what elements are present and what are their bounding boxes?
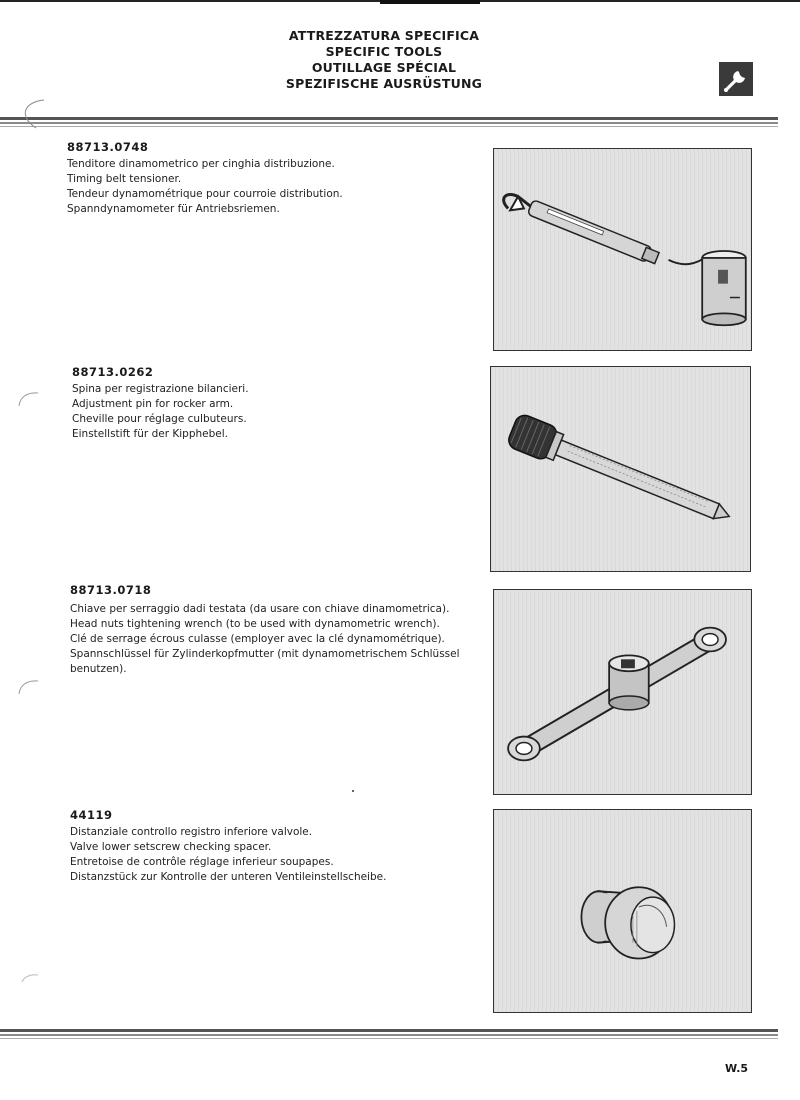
top-border-tab — [380, 0, 480, 4]
description-line: Spanndynamometer für Antriebsriemen. — [67, 203, 280, 215]
description-line: Cheville pour réglage culbuteurs. — [72, 413, 247, 425]
wrench-icon — [719, 62, 753, 96]
tool-description — [67, 157, 343, 217]
title-line-fr: OUTILLAGE SPÉCIAL — [311, 60, 457, 75]
description-line: Distanzstück zur Kontrolle der unteren Ventileinstellscheibe. — [70, 871, 387, 883]
title-line-de: SPEZIFISCHE AUSRÜSTUNG — [285, 76, 483, 91]
description-line: Valve lower setscrew checking spacer. — [70, 841, 272, 853]
footer-divider — [0, 1029, 778, 1039]
description-line: Chiave per serraggio dadi testata (da usare con chiave dinamometrica). — [70, 603, 450, 615]
description-line: Distanziale controllo registro inferiore valvole. — [70, 826, 313, 838]
tool-description — [70, 825, 386, 885]
description-line: Spannschlüssel für Zylinderkopfmutter (mit dynamometrischem Schlüssel benutzen). — [70, 648, 460, 675]
head-nut-wrench-illustration — [493, 589, 752, 795]
checking-spacer-illustration — [493, 809, 752, 1013]
description-line: Clé de serrage écrous culasse (employer avec la clé dynamométrique). — [70, 633, 445, 645]
description-line: Timing belt tensioner. — [67, 173, 182, 185]
page-corner-mark — [14, 98, 50, 132]
binder-mark — [16, 390, 40, 410]
binder-mark — [18, 972, 40, 986]
title-line-en: SPECIFIC TOOLS — [325, 44, 443, 59]
description-line: Spina per registrazione bilancieri. — [72, 383, 249, 395]
tool-code: 44119 — [70, 808, 113, 822]
print-speck — [352, 790, 354, 792]
description-line: Tenditore dinamometrico per cinghia distribuzione. — [67, 158, 335, 170]
page-number: W.5 — [725, 1062, 749, 1075]
title-line-it: ATTREZZATURA SPECIFICA — [288, 28, 480, 43]
header-divider — [0, 117, 778, 127]
tool-description — [70, 602, 472, 677]
tool-code: 88713.0718 — [70, 583, 152, 597]
tool-description — [72, 382, 249, 442]
adjustment-pin-illustration — [490, 366, 751, 572]
timing-belt-tensioner-illustration — [493, 148, 752, 351]
description-line: Head nuts tightening wrench (to be used with dynamometric wrench). — [70, 618, 440, 630]
binder-mark — [16, 678, 40, 698]
tool-code: 88713.0262 — [72, 365, 154, 379]
description-line: Entretoise de contrôle réglage inferieur soupapes. — [70, 856, 334, 868]
description-line: Einstellstift für der Kipphebel. — [72, 428, 228, 440]
tool-code: 88713.0748 — [67, 140, 149, 154]
description-line: Adjustment pin for rocker arm. — [72, 398, 234, 410]
description-line: Tendeur dynamométrique pour courroie distribution. — [67, 188, 343, 200]
page-title — [200, 28, 568, 92]
